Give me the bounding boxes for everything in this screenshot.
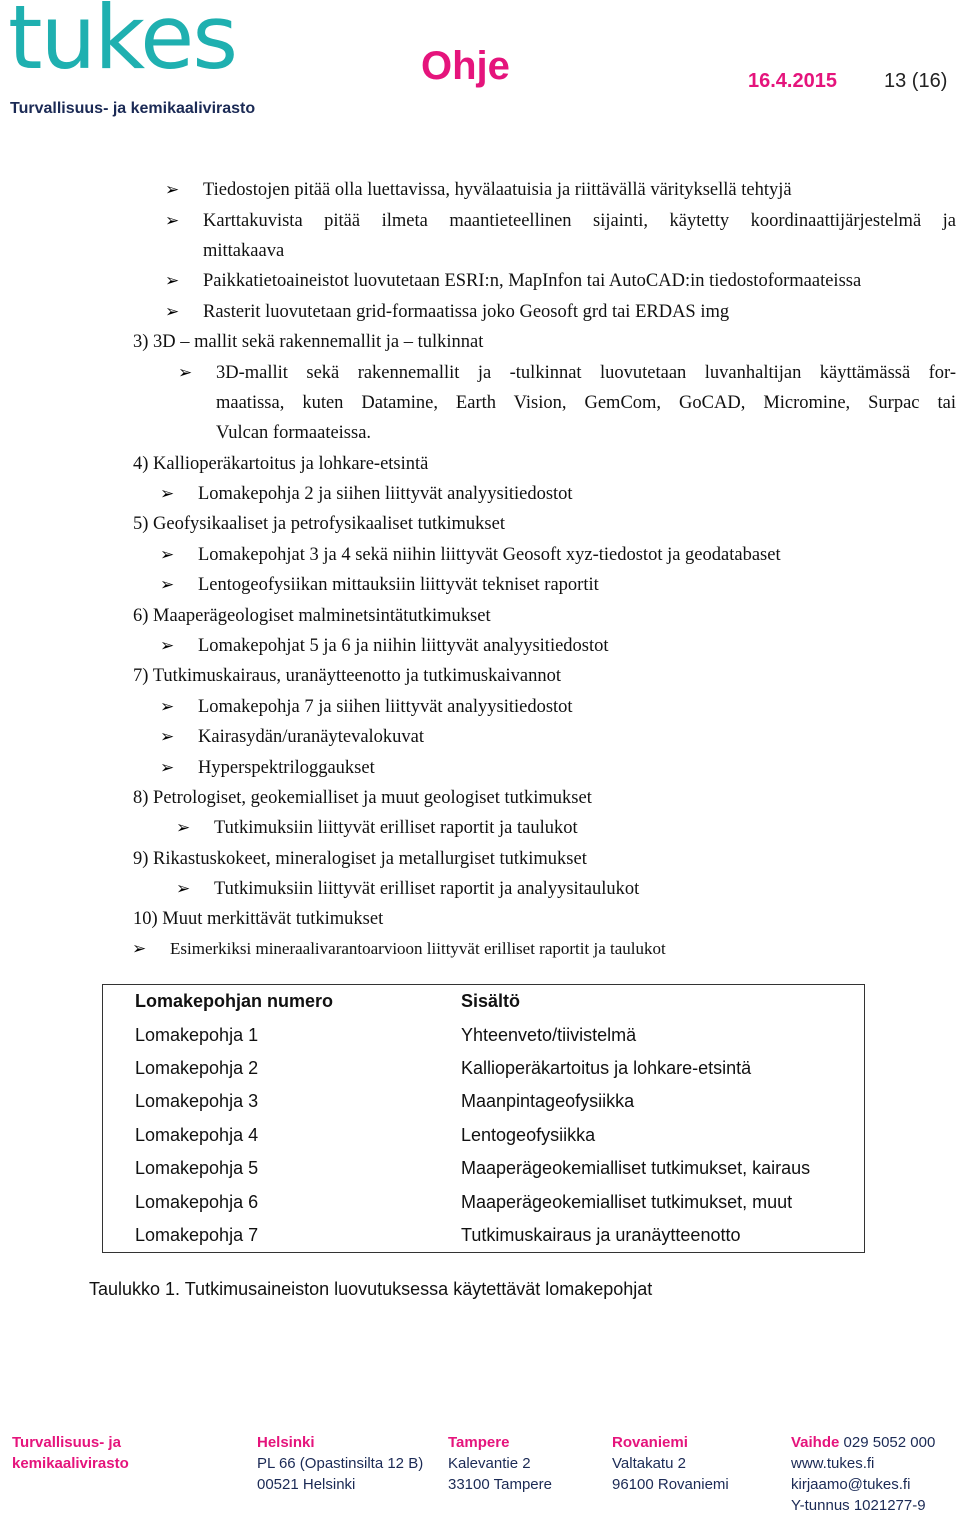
footer-address: 96100 Rovaniemi <box>612 1476 729 1493</box>
footer-address: Kalevantie 2 <box>448 1455 531 1472</box>
footer-website-link[interactable]: www.tukes.fi <box>791 1455 875 1472</box>
footer-office-name: Helsinki <box>257 1434 315 1451</box>
table-header-cell: Sisältö <box>461 991 521 1012</box>
table-row <box>103 1018 865 1051</box>
footer-business-id: Y-tunnus 1021277-9 <box>791 1497 926 1514</box>
table-row <box>103 1219 865 1253</box>
table-row <box>103 1185 865 1218</box>
table-cell: Lomakepohja 4 <box>135 1124 259 1145</box>
bullet-item: ➢ Hyperspektriloggaukset <box>198 757 375 779</box>
bullet-item: ➢ Tutkimuksiin liittyvät erilliset raportit ja taulukot <box>214 817 578 839</box>
table-header-row <box>103 985 865 1019</box>
table-cell: Lomakepohja 6 <box>135 1191 259 1212</box>
bullet-item: ➢ 3D-mallit sekä rakennemallit ja -tulkinnat luovutetaan luvanhaltijan käyttämässä for- <box>216 362 956 384</box>
table-cell: Tutkimuskairaus ja uranäytteenotto <box>461 1224 741 1245</box>
table-row <box>103 1152 865 1185</box>
footer-address: 00521 Helsinki <box>257 1476 356 1493</box>
table-row <box>103 1085 865 1118</box>
table-row <box>103 1119 865 1152</box>
footer-phone <box>791 1432 935 1453</box>
table-cell: Yhteenveto/tiivistelmä <box>461 1024 637 1045</box>
bullet-item-continuation: mittakaava <box>203 241 285 261</box>
document-type: Ohje <box>421 44 510 88</box>
bullet-item: ➢ Lentogeofysiikan mittauksiin liittyvät tekniset raportit <box>198 574 599 596</box>
footer-phone-label: Vaihde <box>791 1434 840 1451</box>
table-cell: Lomakepohja 2 <box>135 1057 259 1078</box>
footer-org <box>12 1432 129 1474</box>
bullet-item: ➢ Lomakepohja 7 ja siihen liittyvät analyysitiedostot <box>198 696 573 718</box>
footer-org-line: kemikaalivirasto <box>12 1455 129 1472</box>
tukes-logo <box>8 0 258 122</box>
logo-subtitle: Turvallisuus- ja kemikaalivirasto <box>10 100 256 117</box>
bullet-item-continuation: maatissa, kuten Datamine, Earth Vision, GemCom, GoCAD, Micromine, Surpac tai <box>216 393 956 413</box>
bullet-item: ➢ Lomakepohja 2 ja siihen liittyvät analyysitiedostot <box>198 483 573 505</box>
table-cell: Lomakepohja 5 <box>135 1158 259 1179</box>
section-heading-3: 3) 3D – mallit sekä rakennemallit ja – tulkinnat <box>133 332 484 352</box>
footer-org-line: Turvallisuus- ja <box>12 1434 121 1451</box>
table-cell: Lomakepohja 3 <box>135 1091 259 1112</box>
section-heading-8: 8) Petrologiset, geokemialliset ja muut geologiset tutkimukset <box>133 788 592 808</box>
table-cell: Maaperägeokemialliset tutkimukset, muut <box>461 1191 793 1212</box>
page-number: 13 (16) <box>884 70 948 92</box>
bullet-item: ➢ Paikkatietoaineistot luovutetaan ESRI:n, MapInfon tai AutoCAD:in tiedostoformaateissa <box>203 270 861 292</box>
form-template-table <box>102 984 865 1253</box>
table-cell: Lomakepohja 7 <box>135 1224 259 1245</box>
bullet-item: ➢ Esimerkiksi mineraalivarantoarvioon liittyvät erilliset raportit ja taulukot <box>170 938 666 960</box>
table-cell: Maaperägeokemialliset tutkimukset, kairaus <box>461 1158 811 1179</box>
section-heading-5: 5) Geofysikaaliset ja petrofysikaaliset tutkimukset <box>133 514 505 534</box>
table-cell: Lentogeofysiikka <box>461 1124 596 1145</box>
footer-rovaniemi <box>612 1432 729 1495</box>
footer-email-link[interactable]: kirjaamo@tukes.fi <box>791 1476 911 1493</box>
table-cell: Maanpintageofysiikka <box>461 1091 635 1112</box>
bullet-item: ➢ Rasterit luovutetaan grid-formaatissa joko Geosoft grd tai ERDAS img <box>203 301 729 323</box>
table-cell: Kallioperäkartoitus ja lohkare-etsintä <box>461 1057 752 1078</box>
logo-wordmark: tukes <box>8 0 237 89</box>
table-header-cell: Lomakepohjan numero <box>135 991 334 1012</box>
document-date: 16.4.2015 <box>748 70 837 92</box>
footer-office-name: Rovaniemi <box>612 1434 688 1451</box>
section-heading-10: 10) Muut merkittävät tutkimukset <box>133 909 384 929</box>
footer-address: Valtakatu 2 <box>612 1455 686 1472</box>
section-heading-9: 9) Rikastuskokeet, mineralogiset ja metallurgiset tutkimukset <box>133 849 587 869</box>
table-row <box>103 1052 865 1085</box>
footer-address: PL 66 (Opastinsilta 12 B) <box>257 1455 424 1472</box>
bullet-item: ➢ Karttakuvista pitää ilmeta maantieteellinen sijainti, käytetty koordinaattijärjestelmä ja <box>203 210 956 232</box>
bullet-item: ➢ Kairasydän/uranäytevalokuvat <box>198 726 424 748</box>
bullet-item-continuation: Vulcan formaateissa. <box>216 423 372 443</box>
bullet-item: ➢ Lomakepohjat 3 ja 4 sekä niihin liittyvät Geosoft xyz-tiedostot ja geodatabaset <box>198 544 781 566</box>
footer-helsinki <box>257 1432 423 1495</box>
footer-phone-number: 029 5052 000 <box>843 1434 936 1451</box>
footer-tampere <box>448 1432 552 1495</box>
footer-office-name: Tampere <box>448 1434 510 1451</box>
footer-address: 33100 Tampere <box>448 1476 552 1493</box>
table-caption: Taulukko 1. Tutkimusaineiston luovutuksessa käytettävät lomakepohjat <box>89 1279 653 1299</box>
footer-contact <box>791 1432 935 1516</box>
bullet-item: ➢ Lomakepohjat 5 ja 6 ja niihin liittyvät analyysitiedostot <box>198 635 609 657</box>
table-cell: Lomakepohja 1 <box>135 1024 259 1045</box>
bullet-item: ➢ Tiedostojen pitää olla luettavissa, hyvälaatuisia ja riittävällä värityksellä tehtyjä <box>203 179 792 201</box>
section-heading-4: 4) Kallioperäkartoitus ja lohkare-etsintä <box>133 454 429 474</box>
section-heading-7: 7) Tutkimuskairaus, uranäytteenotto ja tutkimuskaivannot <box>133 666 562 686</box>
bullet-item: ➢ Tutkimuksiin liittyvät erilliset raportit ja analyysitaulukot <box>214 878 639 900</box>
section-heading-6: 6) Maaperägeologiset malminetsintätutkimukset <box>133 606 491 626</box>
